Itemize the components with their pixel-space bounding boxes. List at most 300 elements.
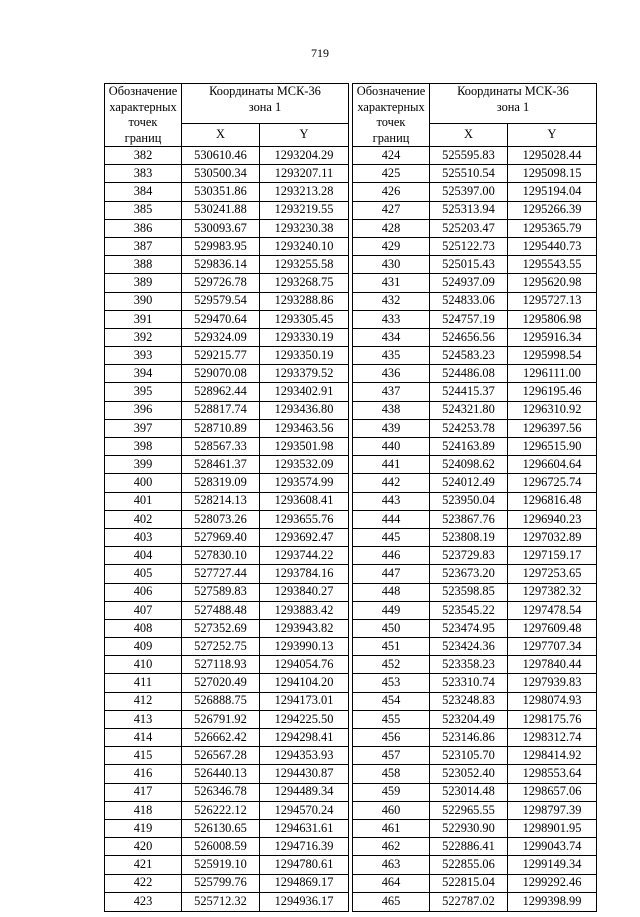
table-row (353, 438, 597, 456)
point-number-cell: 412 (105, 692, 182, 710)
y-coordinate-cell: 1293288.86 (260, 292, 349, 310)
point-number-cell: 458 (353, 765, 430, 783)
y-coordinate-cell: 1293204.29 (260, 147, 349, 165)
x-coordinate-cell: 528461.37 (182, 456, 260, 474)
table-row (105, 219, 349, 237)
y-coordinate-cell: 1294716.39 (260, 838, 349, 856)
x-coordinate-cell: 525313.94 (430, 201, 508, 219)
table-row (105, 601, 349, 619)
table-row (353, 510, 597, 528)
y-coordinate-cell: 1293240.10 (260, 237, 349, 255)
x-coordinate-cell: 529579.54 (182, 292, 260, 310)
x-coordinate-cell: 529983.95 (182, 237, 260, 255)
y-coordinate-cell: 1294631.61 (260, 819, 349, 837)
y-coordinate-cell: 1298797.39 (508, 801, 597, 819)
point-number-cell: 455 (353, 710, 430, 728)
y-coordinate-cell: 1294054.76 (260, 656, 349, 674)
point-number-cell: 423 (105, 892, 182, 911)
x-coordinate-cell: 524583.23 (430, 347, 508, 365)
table-row (105, 783, 349, 801)
point-number-cell: 456 (353, 729, 430, 747)
table-row (105, 583, 349, 601)
table-row (105, 365, 349, 383)
point-number-cell: 415 (105, 747, 182, 765)
table-row (105, 801, 349, 819)
x-coordinate-cell: 530500.34 (182, 165, 260, 183)
x-coordinate-cell: 528962.44 (182, 383, 260, 401)
x-coordinate-cell: 527252.75 (182, 638, 260, 656)
y-coordinate-cell: 1293350.19 (260, 347, 349, 365)
y-coordinate-cell: 1297840.44 (508, 656, 597, 674)
x-coordinate-cell: 523545.22 (430, 601, 508, 619)
x-coordinate-cell: 530241.88 (182, 201, 260, 219)
x-coordinate-cell: 528319.09 (182, 474, 260, 492)
point-number-cell: 410 (105, 656, 182, 674)
point-number-cell: 449 (353, 601, 430, 619)
table-row (353, 874, 597, 892)
y-coordinate-cell: 1296725.74 (508, 474, 597, 492)
point-number-cell: 402 (105, 510, 182, 528)
table-row (353, 601, 597, 619)
table-row (105, 710, 349, 728)
point-number-cell: 382 (105, 147, 182, 165)
x-coordinate-cell: 523052.40 (430, 765, 508, 783)
table-row (353, 328, 597, 346)
point-number-cell: 427 (353, 201, 430, 219)
table-row (353, 619, 597, 637)
header-coordinates-line: зона 1 (496, 99, 530, 114)
point-number-cell: 406 (105, 583, 182, 601)
x-coordinate-cell: 530093.67 (182, 219, 260, 237)
x-coordinate-cell: 525122.73 (430, 237, 508, 255)
point-number-cell: 439 (353, 419, 430, 437)
table-row (105, 328, 349, 346)
header-designation-line: Обозначение (356, 84, 426, 98)
y-coordinate-cell: 1298312.74 (508, 729, 597, 747)
x-coordinate-cell: 523105.70 (430, 747, 508, 765)
table-row (105, 656, 349, 674)
y-coordinate-cell: 1295365.79 (508, 219, 597, 237)
table-row (353, 692, 597, 710)
x-coordinate-cell: 528710.89 (182, 419, 260, 437)
point-number-cell: 386 (105, 219, 182, 237)
table-row (105, 528, 349, 546)
header-designation-line: характерных (109, 99, 177, 114)
y-coordinate-cell: 1293379.52 (260, 365, 349, 383)
x-coordinate-cell: 522855.06 (430, 856, 508, 874)
table-row (105, 765, 349, 783)
y-coordinate-cell: 1295806.98 (508, 310, 597, 328)
x-coordinate-cell: 525015.43 (430, 256, 508, 274)
point-number-cell: 453 (353, 674, 430, 692)
table-row (353, 638, 597, 656)
y-coordinate-cell: 1296604.64 (508, 456, 597, 474)
y-coordinate-cell: 1298175.76 (508, 710, 597, 728)
header-designation-line: характерных (357, 99, 425, 114)
header-designation-line: границ (124, 130, 162, 145)
table-row (353, 892, 597, 911)
x-coordinate-cell: 522815.04 (430, 874, 508, 892)
point-number-cell: 425 (353, 165, 430, 183)
table-row (105, 347, 349, 365)
header-coordinates-line: зона 1 (248, 99, 282, 114)
point-number-cell: 464 (353, 874, 430, 892)
table-row (105, 274, 349, 292)
table-row (105, 892, 349, 911)
x-coordinate-cell: 523867.76 (430, 510, 508, 528)
x-coordinate-cell: 524098.62 (430, 456, 508, 474)
table-row (105, 456, 349, 474)
point-number-cell: 389 (105, 274, 182, 292)
table-row (105, 547, 349, 565)
header-designation-line: точек (128, 115, 158, 129)
table-row (353, 419, 597, 437)
point-number-cell: 436 (353, 365, 430, 383)
x-coordinate-cell: 528817.74 (182, 401, 260, 419)
point-number-cell: 454 (353, 692, 430, 710)
point-number-cell: 430 (353, 256, 430, 274)
y-coordinate-cell: 1293574.99 (260, 474, 349, 492)
x-coordinate-cell: 523729.83 (430, 547, 508, 565)
x-coordinate-cell: 527969.40 (182, 528, 260, 546)
table-row (105, 819, 349, 837)
y-coordinate-cell: 1293883.42 (260, 601, 349, 619)
x-coordinate-cell: 522930.90 (430, 819, 508, 837)
table-row (105, 838, 349, 856)
point-number-cell: 398 (105, 438, 182, 456)
y-coordinate-cell: 1298657.06 (508, 783, 597, 801)
x-coordinate-cell: 527118.93 (182, 656, 260, 674)
x-coordinate-cell: 526222.12 (182, 801, 260, 819)
x-coordinate-cell: 529726.78 (182, 274, 260, 292)
x-coordinate-cell: 524012.49 (430, 474, 508, 492)
table-row (105, 692, 349, 710)
x-coordinate-cell: 525595.83 (430, 147, 508, 165)
y-coordinate-cell: 1295440.73 (508, 237, 597, 255)
point-number-cell: 441 (353, 456, 430, 474)
table-row (105, 401, 349, 419)
point-number-cell: 447 (353, 565, 430, 583)
y-coordinate-cell: 1293268.75 (260, 274, 349, 292)
point-number-cell: 394 (105, 365, 182, 383)
point-number-cell: 414 (105, 729, 182, 747)
table-row (353, 365, 597, 383)
table-row (353, 201, 597, 219)
x-coordinate-cell: 523598.85 (430, 583, 508, 601)
table-row (353, 583, 597, 601)
y-coordinate-cell: 1293463.56 (260, 419, 349, 437)
x-coordinate-cell: 527488.48 (182, 601, 260, 619)
point-number-cell: 397 (105, 419, 182, 437)
point-number-cell: 408 (105, 619, 182, 637)
table-row (105, 165, 349, 183)
table-row (353, 347, 597, 365)
y-coordinate-cell: 1294869.17 (260, 874, 349, 892)
y-coordinate-cell: 1293943.82 (260, 619, 349, 637)
table-row (353, 565, 597, 583)
y-coordinate-cell: 1295998.54 (508, 347, 597, 365)
x-coordinate-cell: 525203.47 (430, 219, 508, 237)
y-coordinate-cell: 1294430.87 (260, 765, 349, 783)
y-coordinate-cell: 1297939.83 (508, 674, 597, 692)
x-coordinate-cell: 529215.77 (182, 347, 260, 365)
table-row (353, 274, 597, 292)
point-number-cell: 444 (353, 510, 430, 528)
table-row (353, 765, 597, 783)
x-coordinate-cell: 522787.02 (430, 892, 508, 911)
y-coordinate-cell: 1295543.55 (508, 256, 597, 274)
header-designation (353, 84, 430, 147)
y-coordinate-cell: 1297159.17 (508, 547, 597, 565)
table-row (105, 438, 349, 456)
header-coordinates (182, 84, 349, 124)
y-coordinate-cell: 1293436.80 (260, 401, 349, 419)
y-coordinate-cell: 1295916.34 (508, 328, 597, 346)
x-coordinate-cell: 526008.59 (182, 838, 260, 856)
x-coordinate-cell: 524321.80 (430, 401, 508, 419)
x-coordinate-cell: 529324.09 (182, 328, 260, 346)
y-coordinate-cell: 1295098.15 (508, 165, 597, 183)
coordinates-tables (104, 83, 597, 908)
y-coordinate-cell: 1293207.11 (260, 165, 349, 183)
y-coordinate-cell: 1293305.45 (260, 310, 349, 328)
header-designation (105, 84, 182, 147)
x-coordinate-cell: 525510.54 (430, 165, 508, 183)
table-row (105, 856, 349, 874)
coordinates-table-right (352, 83, 597, 912)
x-coordinate-cell: 523358.23 (430, 656, 508, 674)
y-coordinate-cell: 1293608.41 (260, 492, 349, 510)
y-coordinate-cell: 1299043.74 (508, 838, 597, 856)
x-coordinate-cell: 522886.41 (430, 838, 508, 856)
point-number-cell: 451 (353, 638, 430, 656)
point-number-cell: 388 (105, 256, 182, 274)
y-coordinate-cell: 1293990.13 (260, 638, 349, 656)
y-coordinate-cell: 1293532.09 (260, 456, 349, 474)
y-coordinate-cell: 1295194.04 (508, 183, 597, 201)
y-coordinate-cell: 1293219.55 (260, 201, 349, 219)
table-row (105, 874, 349, 892)
x-coordinate-cell: 526346.78 (182, 783, 260, 801)
table-row (353, 401, 597, 419)
point-number-cell: 395 (105, 383, 182, 401)
y-coordinate-cell: 1294570.24 (260, 801, 349, 819)
y-coordinate-cell: 1295727.13 (508, 292, 597, 310)
x-coordinate-cell: 523146.86 (430, 729, 508, 747)
point-number-cell: 450 (353, 619, 430, 637)
point-number-cell: 404 (105, 547, 182, 565)
y-coordinate-cell: 1296515.90 (508, 438, 597, 456)
header-coordinates-line: Координаты МСК-36 (209, 84, 321, 98)
table-row (353, 856, 597, 874)
x-coordinate-cell: 525712.32 (182, 892, 260, 911)
table-row (105, 383, 349, 401)
table-row (353, 656, 597, 674)
y-coordinate-cell: 1293230.38 (260, 219, 349, 237)
table-row (353, 256, 597, 274)
header-x: X (430, 124, 508, 147)
point-number-cell: 384 (105, 183, 182, 201)
y-coordinate-cell: 1294353.93 (260, 747, 349, 765)
x-coordinate-cell: 525397.00 (430, 183, 508, 201)
point-number-cell: 417 (105, 783, 182, 801)
x-coordinate-cell: 530351.86 (182, 183, 260, 201)
point-number-cell: 463 (353, 856, 430, 874)
point-number-cell: 400 (105, 474, 182, 492)
point-number-cell: 446 (353, 547, 430, 565)
y-coordinate-cell: 1293655.76 (260, 510, 349, 528)
table-row (105, 492, 349, 510)
y-coordinate-cell: 1297609.48 (508, 619, 597, 637)
page-number: 719 (311, 46, 329, 60)
table-row (353, 219, 597, 237)
point-number-cell: 440 (353, 438, 430, 456)
x-coordinate-cell: 523673.20 (430, 565, 508, 583)
point-number-cell: 418 (105, 801, 182, 819)
x-coordinate-cell: 526662.42 (182, 729, 260, 747)
y-coordinate-cell: 1299292.46 (508, 874, 597, 892)
x-coordinate-cell: 524656.56 (430, 328, 508, 346)
x-coordinate-cell: 523808.19 (430, 528, 508, 546)
y-coordinate-cell: 1295028.44 (508, 147, 597, 165)
point-number-cell: 405 (105, 565, 182, 583)
x-coordinate-cell: 527589.83 (182, 583, 260, 601)
coordinates-table-left (104, 83, 349, 912)
table-row (105, 729, 349, 747)
x-coordinate-cell: 530610.46 (182, 147, 260, 165)
y-coordinate-cell: 1299149.34 (508, 856, 597, 874)
y-coordinate-cell: 1294173.01 (260, 692, 349, 710)
y-coordinate-cell: 1294104.20 (260, 674, 349, 692)
point-number-cell: 419 (105, 819, 182, 837)
x-coordinate-cell: 527352.69 (182, 619, 260, 637)
table-row (105, 237, 349, 255)
x-coordinate-cell: 527727.44 (182, 565, 260, 583)
table-row (353, 729, 597, 747)
x-coordinate-cell: 529070.08 (182, 365, 260, 383)
table-row (105, 310, 349, 328)
y-coordinate-cell: 1294489.34 (260, 783, 349, 801)
table-row (353, 292, 597, 310)
x-coordinate-cell: 524833.06 (430, 292, 508, 310)
x-coordinate-cell: 524937.09 (430, 274, 508, 292)
header-designation-line: Обозначение (108, 84, 178, 98)
y-coordinate-cell: 1296397.56 (508, 419, 597, 437)
point-number-cell: 428 (353, 219, 430, 237)
point-number-cell: 424 (353, 147, 430, 165)
x-coordinate-cell: 524163.89 (430, 438, 508, 456)
point-number-cell: 393 (105, 347, 182, 365)
x-coordinate-cell: 522965.55 (430, 801, 508, 819)
x-coordinate-cell: 525799.76 (182, 874, 260, 892)
table-row (105, 474, 349, 492)
y-coordinate-cell: 1295620.98 (508, 274, 597, 292)
table-row (353, 310, 597, 328)
x-coordinate-cell: 526567.28 (182, 747, 260, 765)
point-number-cell: 433 (353, 310, 430, 328)
point-number-cell: 411 (105, 674, 182, 692)
x-coordinate-cell: 528073.26 (182, 510, 260, 528)
point-number-cell: 442 (353, 474, 430, 492)
x-coordinate-cell: 526791.92 (182, 710, 260, 728)
point-number-cell: 399 (105, 456, 182, 474)
y-coordinate-cell: 1298901.95 (508, 819, 597, 837)
y-coordinate-cell: 1296195.46 (508, 383, 597, 401)
y-coordinate-cell: 1297032.89 (508, 528, 597, 546)
point-number-cell: 387 (105, 237, 182, 255)
table-row (105, 256, 349, 274)
y-coordinate-cell: 1293402.91 (260, 383, 349, 401)
y-coordinate-cell: 1297253.65 (508, 565, 597, 583)
point-number-cell: 383 (105, 165, 182, 183)
x-coordinate-cell: 523950.04 (430, 492, 508, 510)
header-designation-line: границ (372, 130, 410, 145)
x-coordinate-cell: 524253.78 (430, 419, 508, 437)
table-row (353, 783, 597, 801)
table-row (353, 747, 597, 765)
point-number-cell: 426 (353, 183, 430, 201)
table-body-right (353, 147, 597, 912)
y-coordinate-cell: 1299398.99 (508, 892, 597, 911)
point-number-cell: 448 (353, 583, 430, 601)
table-row (105, 419, 349, 437)
table-row (105, 183, 349, 201)
point-number-cell: 392 (105, 328, 182, 346)
table-row (353, 710, 597, 728)
table-row (105, 510, 349, 528)
y-coordinate-cell: 1293692.47 (260, 528, 349, 546)
y-coordinate-cell: 1294780.61 (260, 856, 349, 874)
point-number-cell: 465 (353, 892, 430, 911)
table-row (353, 838, 597, 856)
point-number-cell: 432 (353, 292, 430, 310)
x-coordinate-cell: 528567.33 (182, 438, 260, 456)
x-coordinate-cell: 523474.95 (430, 619, 508, 637)
y-coordinate-cell: 1293744.22 (260, 547, 349, 565)
point-number-cell: 431 (353, 274, 430, 292)
x-coordinate-cell: 527020.49 (182, 674, 260, 692)
x-coordinate-cell: 529836.14 (182, 256, 260, 274)
y-coordinate-cell: 1296310.92 (508, 401, 597, 419)
y-coordinate-cell: 1293255.58 (260, 256, 349, 274)
table-row (353, 474, 597, 492)
point-number-cell: 401 (105, 492, 182, 510)
table-body-left (105, 147, 349, 912)
table-row (105, 747, 349, 765)
header-y: Y (508, 124, 597, 147)
y-coordinate-cell: 1296111.00 (508, 365, 597, 383)
y-coordinate-cell: 1298074.93 (508, 692, 597, 710)
point-number-cell: 416 (105, 765, 182, 783)
table-row (353, 147, 597, 165)
y-coordinate-cell: 1297478.54 (508, 601, 597, 619)
x-coordinate-cell: 524486.08 (430, 365, 508, 383)
y-coordinate-cell: 1293840.27 (260, 583, 349, 601)
table-row (353, 674, 597, 692)
point-number-cell: 459 (353, 783, 430, 801)
y-coordinate-cell: 1294225.50 (260, 710, 349, 728)
x-coordinate-cell: 523014.48 (430, 783, 508, 801)
point-number-cell: 422 (105, 874, 182, 892)
x-coordinate-cell: 529470.64 (182, 310, 260, 328)
table-row (105, 147, 349, 165)
point-number-cell: 413 (105, 710, 182, 728)
point-number-cell: 435 (353, 347, 430, 365)
point-number-cell: 461 (353, 819, 430, 837)
point-number-cell: 445 (353, 528, 430, 546)
table-row (353, 165, 597, 183)
point-number-cell: 409 (105, 638, 182, 656)
